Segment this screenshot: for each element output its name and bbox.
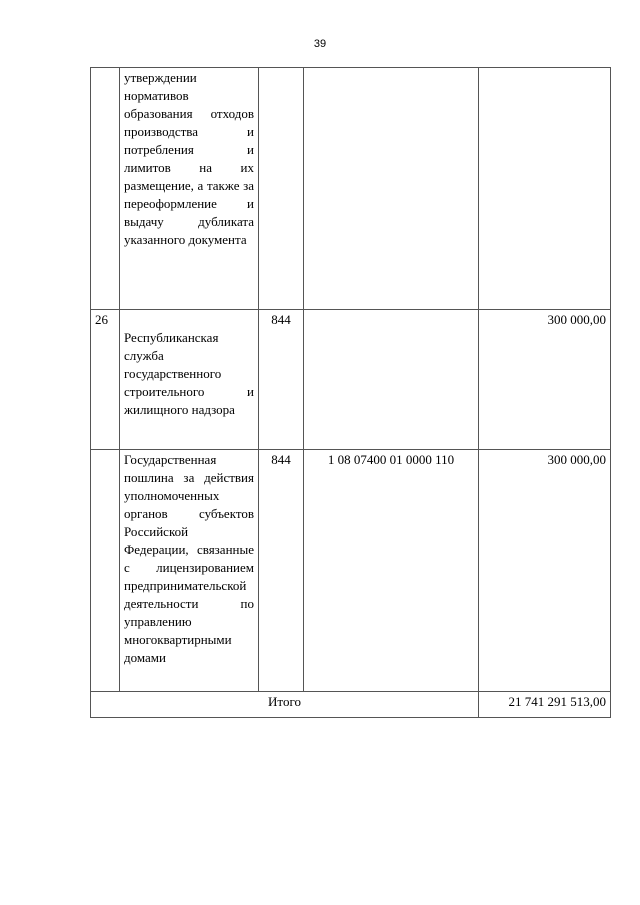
row-budget-code: 1 08 07400 01 0000 110 (304, 450, 479, 692)
row-sum (479, 68, 611, 310)
row-budget-code (304, 68, 479, 310)
total-row (91, 692, 611, 718)
row-number: 26 (91, 310, 120, 450)
revenue-table (90, 67, 611, 718)
row-sum: 300 000,00 (479, 310, 611, 450)
row-sum: 300 000,00 (479, 450, 611, 692)
total-sum: 21 741 291 513,00 (479, 692, 611, 718)
row-number (91, 68, 120, 310)
row-name: утверждении нормативов образования отходов производства и потребления и лимитов на их размещение, а также за переоформление и выдачу дубликата указанного документа (120, 68, 259, 310)
row-admin-code (259, 68, 304, 310)
row-name-cell (120, 310, 259, 450)
table-row (91, 310, 611, 450)
row-number (91, 450, 120, 692)
row-name: Республиканская служба государственного строительного и жилищного надзора (124, 330, 254, 417)
row-admin-code: 844 (259, 310, 304, 450)
row-budget-code (304, 310, 479, 450)
table-row (91, 450, 611, 692)
table-row (91, 68, 611, 310)
page-number: 39 (313, 38, 327, 50)
row-name: Государственная пошлина за действия уполномоченных органов субъектов Российской Федерации, связанные с лицензированием предпринимательской деятельности по управлению многоквартирными домами (120, 450, 259, 692)
row-admin-code: 844 (259, 450, 304, 692)
total-label: Итого (91, 692, 479, 718)
